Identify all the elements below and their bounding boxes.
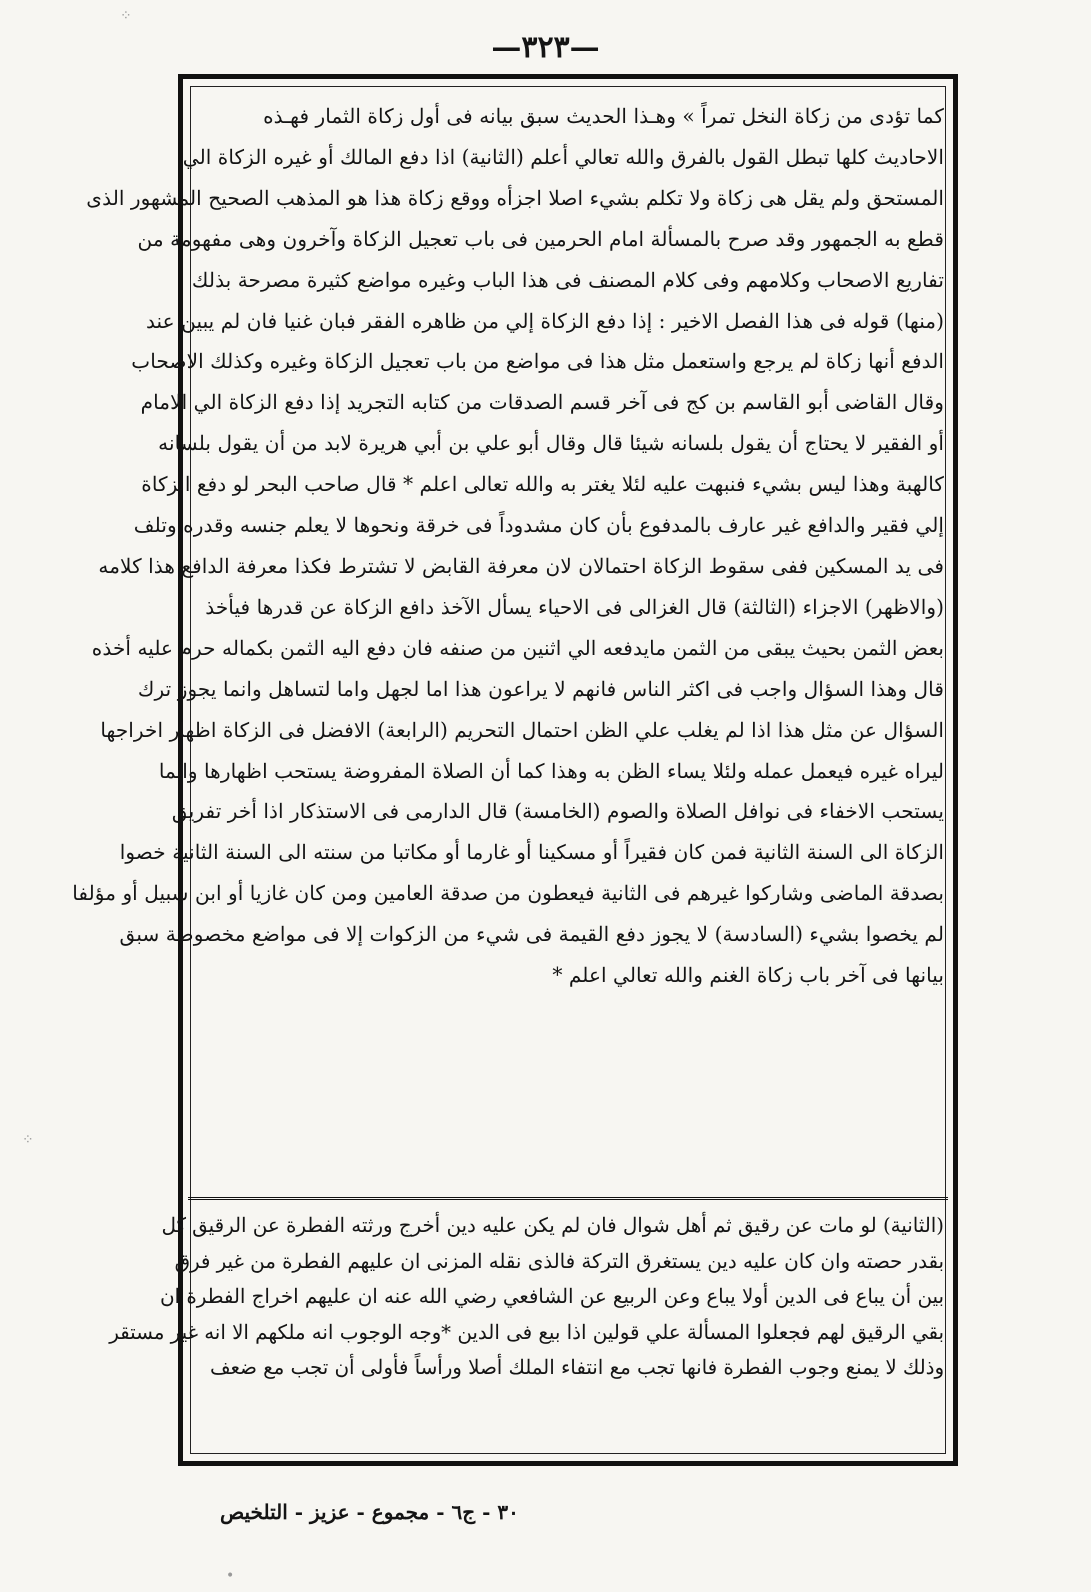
scan-speck: ⁘	[22, 1132, 34, 1148]
main-text-line: (والاظهر) الاجزاء (الثالثة) قال الغزالى فى الاحياء يسأل الآخذ دافع الزكاة عن قدرها فيأخذ	[205, 594, 944, 619]
footnote-separator	[188, 1197, 948, 1200]
main-text-line: (منها) قوله فى هذا الفصل الاخير : إذا دفع الزكاة إلي من ظاهره الفقر فبان غنيا فان لم يبين عند	[145, 308, 944, 333]
main-text-line: الدفع أنها زكاة لم يرجع واستعمل مثل هذا فى مواضع من باب تعجيل الزكاة وغيره وكذلك الاصحاب	[131, 349, 944, 374]
main-text-line: الاحاديث كلها تبطل القول بالفرق والله تعالي أعلم (الثانية) اذا دفع المالك أو غيره الزكاة الي	[182, 144, 944, 169]
main-text-line: كما تؤدى من زكاة النخل تمراً » وهـذا الحديث سبق بيانه فى أول زكاة الثمار فهـذه	[263, 104, 944, 128]
main-text-line: يستحب الاخفاء فى نوافل الصلاة والصوم (الخامسة) قال الدارمى فى الاستذكار اذا أخر تفريق	[171, 799, 944, 824]
footnote-line: وذلك لا يمنع وجوب الفطرة فانها تجب مع انتفاء الملك أصلا ورأساً فأولى أن تجب مع ضعف	[210, 1356, 944, 1379]
main-text-line: وقال القاضى أبو القاسم بن كج فى آخر قسم الصدقات من كتابه التجريد إذا دفع الزكاة الي الامام	[140, 390, 944, 415]
main-text-line: تفاريع الاصحاب وكلامهم وفى كلام المصنف فى هذا الباب وغيره مواضع كثيرة مصرحة بذلك	[191, 267, 944, 292]
main-text-line: السؤال عن مثل هذا اذا لم يغلب علي الظن احتمال التحريم (الرابعة) الافضل فى الزكاة اظهار اخراجها	[100, 717, 944, 742]
main-text-line: بيانها فى آخر باب زكاة الغنم والله تعالي اعلم *	[552, 963, 944, 988]
main-text-line: قال وهذا السؤال واجب فى اكثر الناس فانهم لا يراعون هذا اما لجهل واما لتساهل وانما يجوز ترك	[137, 676, 944, 701]
footnote-line: بين أن يباع فى الدين أولا يباع وعن الربيع عن الشافعي رضي الله عنه ان عليهم اخراج الفطرة ان	[160, 1285, 944, 1308]
footnote-block	[109, 1208, 944, 1386]
main-text-line: ليراه غيره فيعمل عمله ولئلا يساء الظن به وهذا كما أن الصلاة المفروضة يستحب اظهارها وانما	[158, 758, 944, 783]
footnote-line: بقدر حصته وان كان عليه دين يستغرق التركة فالذى نقله المزنى ان عليهم الفطرة من غير فرق	[174, 1249, 944, 1273]
main-text-line: قطع به الجمهور وقد صرح بالمسألة امام الحرمين فى باب تعجيل الزكاة وآخرون وهى مفهومة من	[137, 226, 944, 251]
footnote-line: بقي الرقيق لهم فجعلوا المسألة علي قولين اذا بيع فى الدين *وجه الوجوب انه ملكهم الا انه غير مستقر	[109, 1320, 944, 1344]
scan-speck: •	[226, 1568, 235, 1584]
main-text-line: فى يد المسكين ففى سقوط الزكاة احتمالان لان معرفة القابض لا تشترط فكذا معرفة الدافع هذا كلامه	[98, 553, 944, 578]
main-text-line: كالهبة وهذا ليس بشيء فنبهت عليه لئلا يغتر به والله تعالى اعلم * قال صاحب البحر لو دفع الزكاة	[141, 472, 944, 497]
main-text-line: المستحق ولم يقل هى زكاة ولا تكلم بشيء اصلا اجزأه ووقع زكاة هذا هو المذهب الصحيح المشهور الذى	[86, 185, 944, 210]
footnote-line: (الثانية) لو مات عن رقيق ثم أهل شوال فان لم يكن عليه دين أخرج ورثته الفطرة عن الرقيق كل	[161, 1214, 944, 1237]
main-text-line: أو الفقير لا يحتاج أن يقول بلسانه شيئا قال وقال أبو علي بن أبي هريرة لابد من أن يقول بلسانه	[158, 431, 944, 456]
page-number: —٣٢٣—	[491, 30, 600, 65]
scan-speck: ⁘	[120, 8, 132, 24]
main-text-block	[72, 96, 944, 996]
main-text-line: إلي فقير والدافع غير عارف بالمدفوع بأن كان مشدوداً فى خرقة ونحوها لا يعلم جنسه وقدره وتلف	[133, 513, 944, 538]
main-text-line: لم يخصوا بشيء (السادسة) لا يجوز دفع القيمة فى شيء من الزكوات إلا فى مواضع مخصوصة سبق	[119, 922, 944, 947]
main-text-line: بعض الثمن بحيث يبقى من الثمن مايدفعه الي اثنين من صنفه فان دفع اليه الثمن بكماله حرم عليه أخذه	[91, 635, 944, 660]
main-text-line: الزكاة الى السنة الثانية فمن كان فقيراً أو مسكينا أو غارما أو مكاتبا من سنته الى السنة الثانية خصوا	[119, 840, 944, 865]
main-text-line: بصدقة الماضى وشاركوا غيرهم فى الثانية فيعطون من صدقة العامين ومن كان غازيا أو ابن سبيل أو مؤلفا	[72, 881, 944, 906]
footer-signature: ٣٠ - ج٦ - مجموع - عزيز - التلخيص	[220, 1500, 519, 1524]
